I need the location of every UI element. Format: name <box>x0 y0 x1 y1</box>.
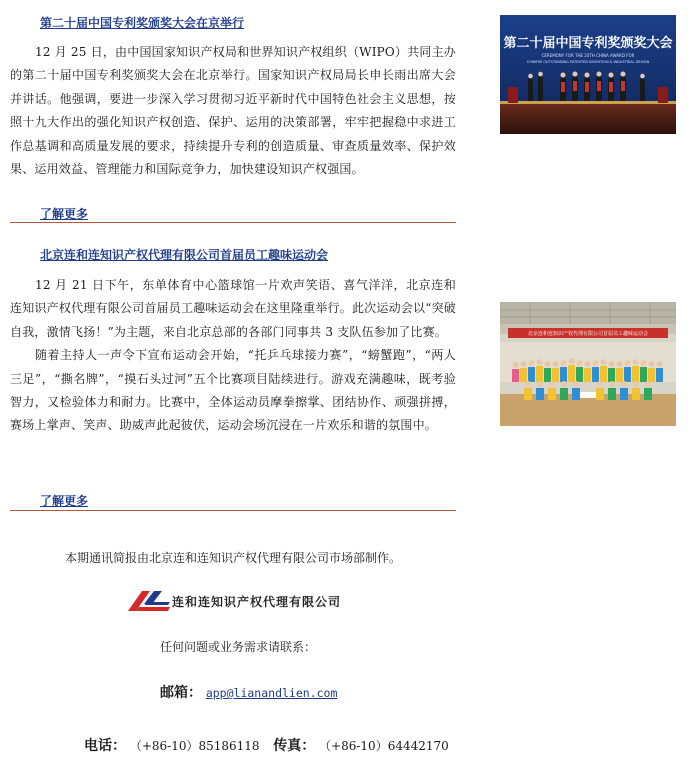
team-photo-image <box>500 302 676 426</box>
company-logo <box>128 590 368 612</box>
article-2-photo <box>500 302 676 426</box>
article-1-photo <box>500 15 676 134</box>
article-2-read-more-link[interactable]: 了解更多 <box>40 494 89 508</box>
fax-number: （+86-10）64442170 <box>319 739 449 753</box>
company-logo-mark-icon <box>128 590 172 612</box>
banner-subtitle-2: CHINESE OUTSTANDING PATENTED INVENTION & INDUSTRIAL DESIGN <box>526 60 650 64</box>
phone-number: （+86-10）85186118 <box>129 739 260 753</box>
email-row <box>160 682 337 702</box>
fax-label: 传真： <box>273 738 316 754</box>
banner-title: 第二十届中国专利奖颁奖大会 <box>503 36 673 51</box>
article-2-body <box>10 274 456 438</box>
section-divider-2 <box>10 510 456 511</box>
article-2-title[interactable]: 北京连和连知识产权代理有限公司首届员工趣味运动会 <box>40 248 329 262</box>
article-1-read-more-link[interactable]: 了解更多 <box>40 207 89 221</box>
section-divider-1 <box>10 222 456 223</box>
article-1-title[interactable]: 第二十届中国专利奖颁奖大会在京举行 <box>40 16 245 30</box>
company-logo-text: 连和连知识产权代理有限公司 <box>172 595 342 609</box>
article-2-paragraph-2: 随着主持人一声令下宣布运动会开始，“托乒乓球接力赛”，“螃蟹跑”，“两人三足”，“撕名牌”，“摸石头过河”五个比赛项目陆续进行。游戏充满趣味，既考验智力，又检验体力和耐力。比赛中，全体运动员摩拳擦掌、团结协作、顽强拼搏，赛场上掌声、笑声、助威声此起彼伏，运动会场沉浸在一片欢乐和谐的氛围中。 <box>10 348 456 433</box>
phone-fax-row <box>84 735 449 755</box>
photo-banner-text: 北京连和连知识产权代理有限公司首届员工趣味运动会 <box>527 331 649 337</box>
email-label: 邮箱： <box>160 685 202 701</box>
article-1-body <box>10 41 456 181</box>
email-link[interactable]: app@lianandlien.com <box>205 686 338 700</box>
phone-label: 电话： <box>84 738 126 754</box>
article-2-paragraph-1: 12 月 21 日下午，东单体育中心篮球馆一片欢声笑语、喜气洋洋，北京连和连知识产权代理有限公司首届员工趣味运动会在这里隆重举行。此次运动会以“突破自我，激情飞扬！”为主题，来自北京总部的各部门同事共 3 支队伍参加了比赛。 <box>10 278 456 339</box>
banner-subtitle-1: CEREMONY FOR THE 20TH CHINA AWARD FOR <box>541 53 635 58</box>
article-1-paragraph: 12 月 25 日，由中国国家知识产权局和世界知识产权组织（WIPO）共同主办的第二十届中国专利奖颁奖大会在北京举行。国家知识产权局局长申长雨出席大会并讲话。他强调，要进一步深入学习贯彻习近平新时代中国特色社会主义思想，按照十九大作出的强化知识产权创造、保护、运用的决策部署，牢牢把握稳中求进工作总基调和高质量发展的要求，持续提升专利的创造质量、审查质量效率、保护效果、运用效益、管理能力和国际竞争力，加快建设知识产权强国。 <box>10 45 456 177</box>
producer-note: 本期通讯简报由北京连和连知识产权代理有限公司市场部制作。 <box>65 551 402 565</box>
award-ceremony-image <box>500 15 676 134</box>
contact-prompt: 任何问题或业务需求请联系： <box>160 640 317 654</box>
